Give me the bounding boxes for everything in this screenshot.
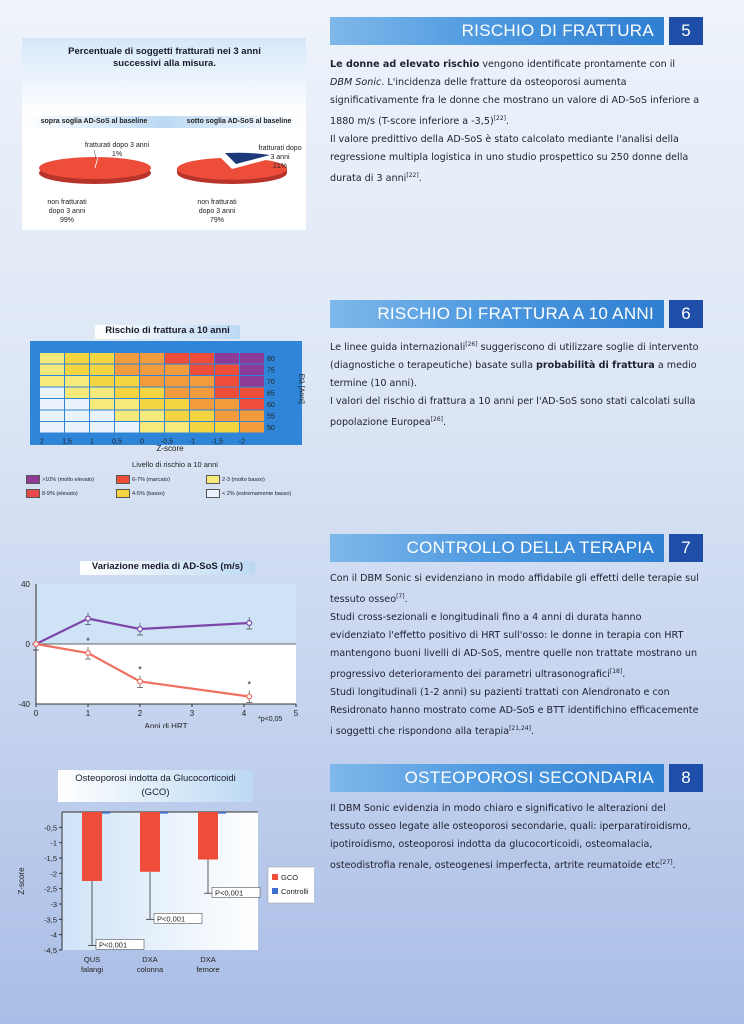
heatmap-cell [240,388,264,399]
heatmap-xtick: -0,5 [160,438,174,445]
heatmap-cell [65,422,89,433]
bar-ytick: -3,5 [44,915,57,925]
pie-chart-panel [22,38,306,230]
legend-swatch [206,489,220,498]
legend-item [116,475,170,484]
heatmap-ytick: 55 [267,413,275,421]
heatmap-cell [215,388,239,399]
heatmap-cell [190,388,214,399]
heatmap-svg [30,341,302,445]
bar-ytick: -3 [50,900,57,909]
heatmap-cell [90,365,114,376]
bar-category: DXA [142,955,158,964]
heatmap-legend-title: Livello di rischio a 10 anni [132,460,218,469]
bar-ytick: -0,5 [44,823,57,833]
legend-swatch [116,475,130,484]
heatmap-ytick: 60 [267,402,275,409]
heatmap-cell [40,422,64,433]
heatmap-cell [165,422,189,433]
heatmap-xtick: 0 [140,438,144,445]
legend-item [206,489,291,498]
heatmap-cell [115,422,139,433]
legend-item [116,489,165,498]
line-xtick: 5 [293,709,299,718]
bar-legend-swatch [272,888,278,894]
bar-gco [82,812,102,881]
line-xtick: 2 [137,709,143,718]
heatmap-cell [40,353,64,364]
line-xtick: 0 [33,709,39,718]
section-number-5: 5 [669,17,703,45]
heatmap-cell [90,353,114,364]
line-point [247,694,252,699]
heatmap-cell [65,399,89,410]
heatmap-cell [140,422,164,433]
heatmap-cell [190,376,214,387]
heatmap-cell [140,376,164,387]
heatmap-xtick: 1 [90,438,94,445]
heatmap-cell [90,399,114,410]
line-point [138,627,143,632]
legend-swatch [26,489,40,498]
legend-label: >10% (molto elevato) [42,476,95,483]
bar-chart-subtitle: (GCO) [141,787,170,798]
line-xtick: 1 [85,709,91,718]
heatmap-ytick: 75 [267,367,275,375]
legend-item [26,489,78,498]
heatmap-cell [140,353,164,364]
heatmap-cell [115,411,139,422]
legend-item [26,475,94,484]
heatmap-cell [165,365,189,376]
section-5-text: Le donne ad elevato rischio vengono identificate prontamente con il DBM Sonic. L'incidenza delle fratture da osteoporosi aumenta significativamente fra le donne che mostrano un valore di AD-SoS inferiore a 1880 m/s (T-score inferiore a -3,5)[22]. Il valore predittivo della AD-SoS è stato calcolato mediante l'analisi della regressione multipla logistica in uno studio prospettico su 250 donne della durata di 3 anni[22]. [330,59,700,185]
text5-bold: Le donne ad elevato rischio [330,59,480,70]
heatmap-ytick: 65 [267,390,275,398]
bar-controlli [218,812,226,814]
heatmap-cell [40,376,64,387]
bar-ylabel: Z-score [17,867,26,895]
line-footnote: *p<0,05 [258,716,283,723]
heatmap-cell [165,399,189,410]
heatmap-xtick: -1 [188,438,196,445]
bar-p-label: P<0,001 [99,940,128,950]
bar-category-sub: falangi [80,965,104,974]
heatmap-cell [140,411,164,422]
heatmap-cell [190,399,214,410]
line-ytick: 0 [25,640,30,649]
legend-label: < 2% (estremamente basso) [222,490,292,497]
bar-ytick: -4,5 [44,946,57,955]
heatmap-xtick: -1,5 [210,438,224,445]
section-title-6: RISCHIO DI FRATTURA A 10 ANNI [330,300,664,328]
bar-category: QUS [83,955,101,964]
heatmap-xtick: 1,5 [62,438,72,445]
heatmap-cell [40,365,64,376]
heatmap-cell [65,376,89,387]
legend-label: 2-3 (molto basso) [222,476,265,483]
heatmap-cell [40,411,64,422]
pie-panel-title: Percentuale di soggetti fratturati nei 3 anni successivi alla misura. [68,46,261,69]
section-6-text: Le linee guida internazionali[26] suggeriscono di utilizzare soglie di intervento (diagnostiche o terapeutiche) basate sulla probabilità di frattura a medio termine (10 anni). I valori del rischio di frattura a 10 anni per l'AD-SoS sono stati calcolati sulla popolazione Europea[26]. [330,341,699,429]
heatmap-cell [240,411,264,422]
bar-legend-label: GCO [281,873,299,882]
line-chart-svg [8,578,308,728]
bar-category-sub: colonna [136,965,164,974]
line-point [138,679,143,684]
legend-label: 8-9% (elevato) [42,490,78,497]
heatmap-cell [115,399,139,410]
line-plot-band [36,584,296,644]
bar-chart-title: Osteoporosi indotta da Glucocorticoidi [75,773,236,784]
legend-swatch [206,475,220,484]
section-title-7: CONTROLLO DELLA TERAPIA [330,534,664,562]
heatmap-cell [165,388,189,399]
bar-chart-title-box [58,770,253,802]
line-xlabel: Anni di HRT [144,722,188,728]
heatmap-cell [115,365,139,376]
line-ytick: -40 [18,700,30,709]
heatmap-cell [215,376,239,387]
line-point [86,616,91,621]
bar-ytick: -4 [50,930,57,940]
heatmap-cell [65,365,89,376]
line-ytick: 40 [21,580,30,589]
heatmap-xtick: -2 [238,438,246,445]
bar-p-label: P<0,001 [215,888,244,898]
heatmap-cell [90,411,114,422]
section-8-text: Il DBM Sonic evidenzia in modo chiaro e significativo le alterazioni del tessuto osseo legate alle osteoporosi secondarie, quali: iperparatiroidismo, ipotiroidismo, osteoporosi indotta da glucocorticoidi, osteomalacia, osteodistrofia renale, osteogenesi imperfecta, artrite reumatoide etc[27]. [330,803,691,872]
heatmap-ytick: 50 [267,425,275,432]
section-title-8: OSTEOPOROSI SECONDARIA [330,764,664,792]
bar-gco [140,812,160,872]
line-xtick: 3 [189,709,195,718]
section-number-6: 6 [669,300,703,328]
line-xtick: 4 [241,709,247,718]
heatmap-cell [190,365,214,376]
pie-left-frac-label: fratturati dopo 3 anni 1% [84,142,150,158]
pie-left-non-label: non fratturati dopo 3 anni 99% [47,199,87,224]
legend-label: 6-7% (marcato) [132,476,170,483]
heatmap-title: Rischio di frattura a 10 anni [95,325,240,339]
heatmap-cell [65,388,89,399]
heatmap-cell [65,411,89,422]
bar-legend-label: Controlli [281,887,309,896]
bar-ytick: -1 [50,838,57,848]
bar-ytick: -2 [50,869,57,879]
heatmap-cell [165,411,189,422]
section-title-5: RISCHIO DI FRATTURA [330,17,664,45]
heatmap-cell [140,399,164,410]
heatmap-legend [26,475,316,505]
heatmap-cell [215,353,239,364]
heatmap-cell [215,422,239,433]
heatmap-cell [65,353,89,364]
heatmap-cell [165,353,189,364]
legend-swatch [26,475,40,484]
heatmap-cell [240,353,264,364]
bar-category: DXA [200,955,216,964]
heatmap-cell [240,399,264,410]
pie-left-title: sopra soglia AD-SoS al baseline [40,118,148,125]
section-number-7: 7 [669,534,703,562]
pie-right-frac-label: fratturati dopo 3 anni 21% [258,145,302,170]
heatmap-xlabel: Z-score [156,444,184,453]
heatmap-cell [115,388,139,399]
heatmap-xtick: 0,5 [112,438,122,445]
heatmap-cell [240,422,264,433]
heatmap-xtick: 2 [40,438,44,445]
bar-controlli [102,812,110,814]
bar-ytick: -1,5 [44,854,57,863]
heatmap-cell [215,399,239,410]
heatmap-cell [140,388,164,399]
bar-category-sub: femore [196,965,220,974]
legend-label: 4-5% (basso) [132,490,165,497]
heatmap-cell [190,353,214,364]
line-sig-mark: * [138,664,142,675]
line-chart-title: Variazione media di AD-SoS (m/s) [80,561,255,575]
heatmap-cell [165,376,189,387]
section-7-text: Con il DBM Sonic si evidenziano in modo affidabile gli effetti delle terapie sul tessuto osseo[7]. Studi cross-sezionali e longitudinali fino a 4 anni di durata hanno evidenziato l'effetto positivo di HRT sull'osso: le donne in terapia con HRT mantengono buoni livelli di AD-SoS, mentre quelle non trattate mostrano un progressivo deterioramento dei parametri ultrasonografici[18]. Studi longitudinali (1-2 anni) su pazienti trattati con Alendronato e con Residronato hanno mostrato come AD-SoS e BTT identifichino efficacemente i soggetti che rispondono alla terapia[21,24]. [330,573,699,738]
section-number-8: 8 [669,764,703,792]
heatmap-cell [240,365,264,376]
line-sig-mark: * [86,636,90,646]
heatmap-cell [215,365,239,376]
line-point [247,621,252,626]
heatmap-ytick: 70 [267,379,275,386]
legend-swatch [116,489,130,498]
bar-gco [198,812,218,860]
heatmap-cell [90,388,114,399]
line-sig-mark: * [247,679,251,690]
heatmap-cell [115,353,139,364]
bar-ytick: -2,5 [44,884,57,894]
pie-right-title: sotto soglia AD-SoS al baseline [186,118,292,125]
heatmap-cell [90,422,114,433]
heatmap-ytick: 80 [267,356,275,363]
heatmap-cell [190,422,214,433]
heatmap-cell [40,388,64,399]
heatmap-cell [40,399,64,410]
pie-right-non-label: non fratturati dopo 3 anni 79% [197,199,237,224]
heatmap-cell [140,365,164,376]
bar-chart-svg [14,804,314,980]
bar-controlli [160,812,168,814]
heatmap-cell [240,376,264,387]
heatmap-ylabel: Età [Anni] [297,373,305,404]
line-point [86,651,91,656]
heatmap-cell [215,411,239,422]
heatmap-cell [90,376,114,387]
heatmap-cell [190,411,214,422]
bar-p-label: P<0,001 [157,914,186,924]
line-point [34,642,39,647]
legend-item [206,475,265,484]
bar-legend-swatch [272,874,278,880]
heatmap-cell [115,376,139,387]
